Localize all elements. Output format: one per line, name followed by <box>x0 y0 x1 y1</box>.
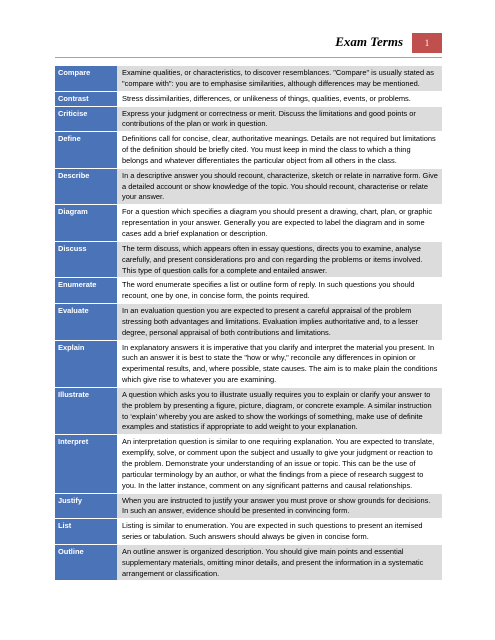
term-definition: Express your judgment or correctness or merit. Discuss the limitations and good points or contributions of the plan or work in question. <box>117 106 442 132</box>
table-row <box>55 91 442 106</box>
term-label: Interpret <box>55 435 117 493</box>
term-label: Contrast <box>55 91 117 106</box>
table-row <box>55 132 442 169</box>
term-label: Enumerate <box>55 278 117 304</box>
term-definition: An outline answer is organized description. You should give main points and essential supplementary materials, omitting minor details, and present the information in a systematic arrangement or classification. <box>117 544 442 581</box>
term-label: Discuss <box>55 241 117 278</box>
term-label: Justify <box>55 493 117 519</box>
term-definition: An interpretation question is similar to one requiring explanation. You are expected to translate, exemplify, solve, or comment upon the subject and usually to give your judgment or reaction to the problem. Demonstrate your understanding of an issue or topic. This can be the use of particular terminology by an author, or what the findings from a piece of research suggest to you. In the latter instance, comment on any significant patterns and causal relationships. <box>117 435 442 493</box>
header-divider <box>55 57 442 58</box>
term-definition: For a question which specifies a diagram you should present a drawing, chart, plan, or graphic representation in your answer. Generally you are expected to label the diagram and in some cases add a brief explanation or description. <box>117 205 442 242</box>
term-definition: Stress dissimilarities, differences, or unlikeness of things, qualities, events, or problems. <box>117 91 442 106</box>
term-definition: Definitions call for concise, clear, authoritative meanings. Details are not required but limitations of the definition should be briefly cited. You must keep in mind the class to which a thing belongs and whatever differentiates the particular object from all others in the class. <box>117 132 442 169</box>
term-label: List <box>55 519 117 545</box>
term-label: Evaluate <box>55 304 117 341</box>
table-row <box>55 435 442 493</box>
term-definition: In a descriptive answer you should recount, characterize, sketch or relate in narrative form. Give a detailed account or show knowledge of the topic. You should recount, characterise or relate your answer. <box>117 168 442 205</box>
table-row <box>55 66 442 91</box>
term-definition: In explanatory answers it is imperative that you clarify and interpret the material you present. In such an answer it is best to state the "how or why," reconcile any differences in opinion or experimental results, and, where possible, state causes. The aim is to make plain the conditions which give rise to whatever you are examining. <box>117 340 442 387</box>
term-label: Compare <box>55 66 117 91</box>
term-label: Outline <box>55 544 117 581</box>
table-row <box>55 544 442 581</box>
term-definition: In an evaluation question you are expected to present a careful appraisal of the problem stressing both advantages and limitations. Evaluation implies authoritative and, to a lesser degree, personal appraisal of both contributions and limitations. <box>117 304 442 341</box>
page-number-badge: 1 <box>412 33 442 53</box>
term-label: Explain <box>55 340 117 387</box>
table-row <box>55 493 442 519</box>
terms-table-body <box>55 66 442 581</box>
term-definition: The term discuss, which appears often in essay questions, directs you to examine, analyse carefully, and present considerations pro and con regarding the problems or items involved. This type of question calls for a complete and entailed answer. <box>117 241 442 278</box>
document-title: Exam Terms <box>335 34 403 49</box>
table-row <box>55 304 442 341</box>
term-label: Define <box>55 132 117 169</box>
term-definition: The word enumerate specifies a list or outline form of reply. In such questions you should recount, one by one, in concise form, the points required. <box>117 278 442 304</box>
table-row <box>55 278 442 304</box>
page-header <box>0 33 495 53</box>
term-definition: When you are instructed to justify your answer you must prove or show grounds for decisions. In such an answer, evidence should be presented in convincing form. <box>117 493 442 519</box>
table-row <box>55 205 442 242</box>
table-row <box>55 168 442 205</box>
term-definition: Listing is similar to enumeration. You are expected in such questions to present an itemised series or tabulation. Such answers should always be given in concise form. <box>117 519 442 545</box>
table-row <box>55 241 442 278</box>
table-row <box>55 340 442 387</box>
term-label: Criticise <box>55 106 117 132</box>
exam-terms-table <box>55 66 442 581</box>
table-row <box>55 519 442 545</box>
term-label: Illustrate <box>55 387 117 434</box>
term-definition: A question which asks you to illustrate usually requires you to explain or clarify your answer to the problem by presenting a figure, picture, diagram, or concrete example. A similar instruction to ‘explain’ whereby you are asked to show the workings of something, make use of definite examples and statistics if appropriate to add weight to your explanation. <box>117 387 442 434</box>
term-label: Diagram <box>55 205 117 242</box>
term-label: Describe <box>55 168 117 205</box>
table-row <box>55 106 442 132</box>
table-row <box>55 387 442 434</box>
term-definition: Examine qualities, or characteristics, to discover resemblances. "Compare" is usually stated as "compare with": you are to emphasise similarities, although differences may be mentioned. <box>117 66 442 91</box>
